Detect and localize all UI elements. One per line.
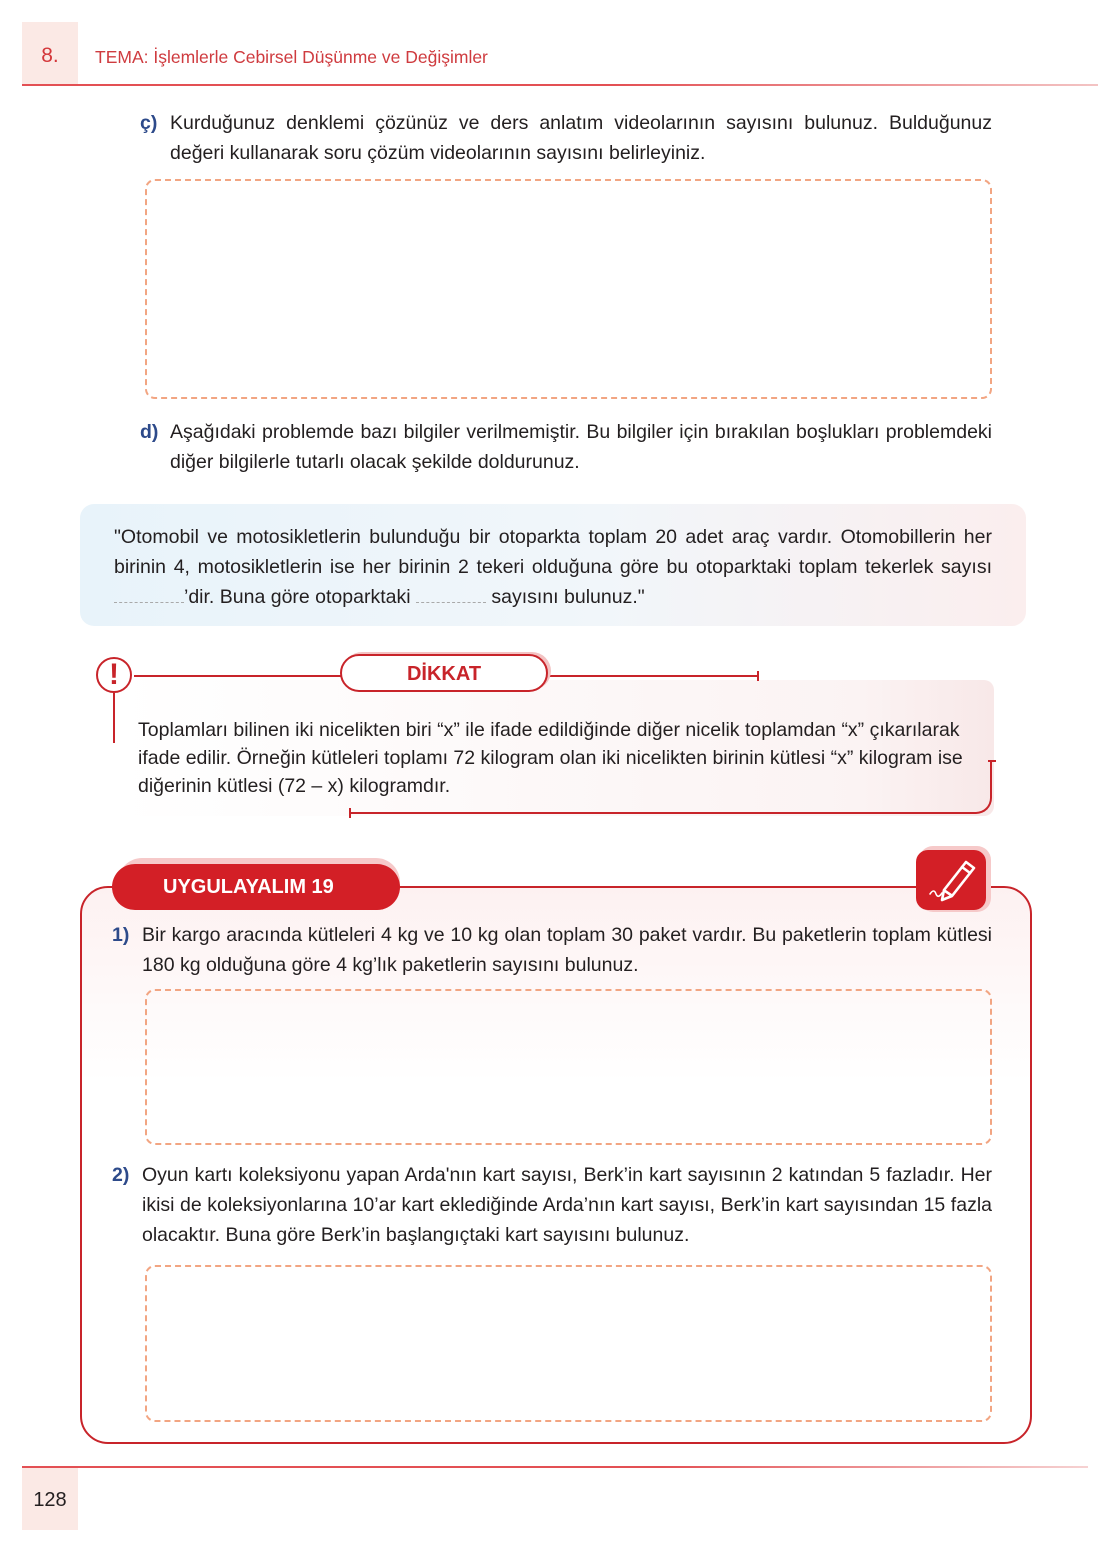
question-c-text: Kurduğunuz denklemi çözünüz ve ders anlatım videolarının sayısını bulunuz. Bulduğunuz değeri kullanarak soru çözüm videolarının sayısını belirleyiniz. [170, 112, 992, 164]
practice-question-1-text: Bir kargo aracında kütleleri 4 kg ve 10 kg olan toplam 30 paket vardır. Bu paketlerin toplam kütlesi 180 kg olduğuna göre 4 kg’lık paketlerin sayısını bulunuz. [142, 924, 992, 976]
blank-vehicle-type[interactable] [416, 584, 486, 603]
question-d [140, 417, 992, 477]
dikkat-bottom-tick [349, 808, 351, 818]
footer-divider [22, 1466, 1088, 1468]
question-d-label: d) [140, 421, 159, 443]
problem-part-1: "Otomobil ve motosikletlerin bulunduğu bir otoparkta toplam 20 adet araç vardır. Otomobillerin her birinin 4, motosikletlerin ise her birinin 2 tekeri olduğuna göre bu otoparktaki toplam tekerlek sayısı [114, 526, 992, 578]
answer-box-c[interactable] [145, 179, 992, 399]
dikkat-left-line [113, 693, 115, 743]
exclamation-icon: ! [96, 657, 132, 693]
header-divider [22, 84, 1098, 86]
dikkat-right-tick [988, 760, 996, 762]
answer-box-2[interactable] [145, 1265, 992, 1422]
practice-question-1 [112, 920, 992, 980]
uygulayalim-title: UYGULAYALIM 19 [112, 864, 400, 910]
answer-box-1[interactable] [145, 989, 992, 1145]
question-c [140, 108, 992, 168]
problem-part-3: sayısını bulunuz." [485, 586, 645, 608]
practice-question-2-text: Oyun kartı koleksiyonu yapan Arda'nın kart sayısı, Berk’in kart sayısının 2 katından 5 fazladır. Her ikisi de koleksiyonlarına 10’ar kart eklediğinde Arda’nın kart sayısı, Berk’in kart sayısından 15 fazla olacaktır. Buna göre Berk’in başlangıçtaki kart sayısını bulunuz. [142, 1164, 992, 1246]
dikkat-bottom-line [350, 812, 970, 814]
theme-title: TEMA: İşlemlerle Cebirsel Düşünme ve Değişimler [95, 47, 488, 67]
dikkat-top-tick [757, 671, 759, 681]
blank-total-wheels[interactable] [114, 584, 184, 603]
practice-question-1-label: 1) [112, 924, 130, 946]
problem-text [114, 522, 992, 612]
page-number: 128 [33, 1489, 67, 1511]
pencil-tile [916, 850, 986, 910]
chapter-number: 8. [41, 44, 59, 67]
question-d-text: Aşağıdaki problemde bazı bilgiler verilmemiştir. Bu bilgiler için bırakılan boşlukları problemdeki diğer bilgilerle tutarlı olacak şekilde doldurunuz. [170, 421, 992, 473]
dikkat-text: Toplamları bilinen iki nicelikten biri “x” ile ifade edildiğinde diğer nicelik toplamdan “x” çıkarılarak ifade edilir. Örneğin kütleleri toplamı 72 kilogram olan iki nicelikten birinin kütlesi “x” kilogram ise diğerinin kütlesi (72 – x) kilogramdır. [138, 719, 963, 797]
practice-question-2-label: 2) [112, 1164, 130, 1186]
problem-part-2: ’dir. Buna göre otoparktaki [184, 586, 416, 608]
pencil-icon [916, 850, 986, 910]
dikkat-title: DİKKAT [340, 654, 548, 692]
question-c-label: ç) [140, 112, 158, 134]
practice-question-2 [112, 1160, 992, 1250]
